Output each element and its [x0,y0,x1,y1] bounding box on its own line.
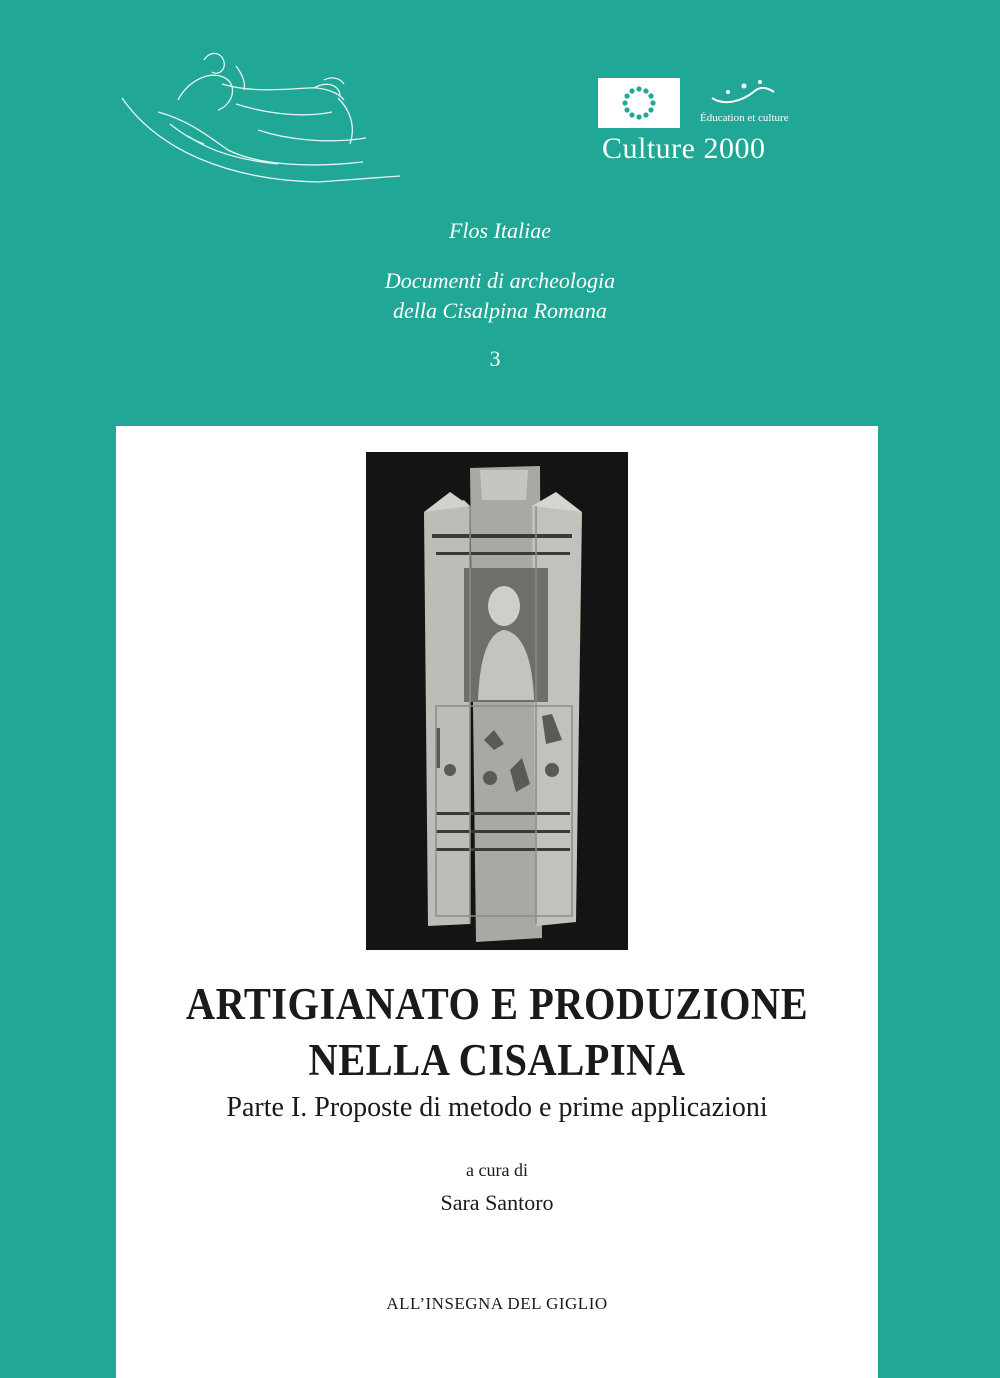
series-title: Flos Italiae [448,218,552,243]
curated-by-label: a cura di [466,1160,528,1180]
series-subtitle-line1: Documenti di archeologia [384,268,616,293]
publisher-name: ALL’INSEGNA DEL GIGLIO [386,1294,608,1313]
culture-2000-logo [598,78,828,168]
series-subtitle-line2: della Cisalpina Romana [393,298,607,323]
title-panel [116,426,878,1378]
eu-flag-icon [598,78,680,128]
culture-2000-label: Culture 2000 [602,132,766,165]
education-culture-label: Éducation et culture [700,112,789,124]
reclining-figure-emblem-icon [118,40,418,200]
main-title-line1: ARTIGIANATO E PRODUZIONE [185,979,809,1029]
subtitle: Parte I. Proposte di metodo e prime applicazioni [226,1092,768,1123]
main-title-line2: NELLA CISALPINA [308,1035,686,1085]
education-swoosh-icon [708,78,778,108]
roman-funerary-stele-photo-icon [366,452,628,950]
editor-name: Sara Santoro [440,1190,554,1215]
series-number: 3 [489,346,501,371]
